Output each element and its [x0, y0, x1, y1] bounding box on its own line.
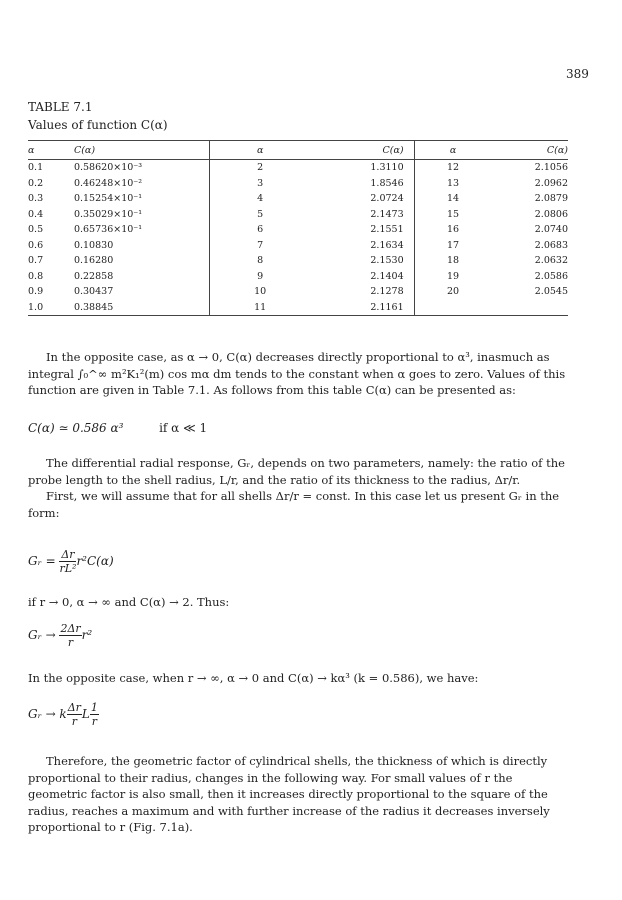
table-cell: 9	[257, 270, 264, 282]
eq4-denominator-1: r	[71, 715, 77, 728]
table-cell: 19	[446, 270, 460, 282]
table-cell: 2.0724	[311, 191, 414, 207]
table-cell: 1.3110	[311, 160, 414, 176]
eq2-fraction	[59, 548, 76, 575]
table-cell: 2.0879	[534, 193, 568, 205]
equation-1	[28, 421, 207, 435]
table-cell: 10	[254, 286, 267, 298]
integral-expression: ∫₀^∞ m²K₁²(m) cos mα dm	[77, 366, 232, 381]
table-cell: 1.8546	[311, 176, 414, 192]
table-cell: 6	[257, 224, 264, 236]
paragraph-6	[28, 753, 570, 836]
eq3-rhs: r²	[81, 628, 93, 642]
eq2-denominator: rL²	[59, 562, 77, 575]
table-body	[28, 160, 568, 316]
table-cell: 0.58620×10⁻³	[74, 160, 209, 176]
table-row	[28, 191, 568, 207]
values-table	[28, 140, 568, 316]
p6-text: Therefore, the geometric factor of cylindrical shells, the thickness of which is directly proportional to their radius, changes in the following way. For small values of r the geometric factor is also small, then it increases directly proportional to the square of the radius, reaches a maximum and with further increase of the radius it decreases inversely proportional to r (Fig. 7.1a).	[28, 754, 550, 834]
eq3-fraction	[59, 622, 81, 649]
table-cell: 0.6	[28, 239, 44, 251]
equation-2	[28, 548, 114, 575]
table-cell: 2.0545	[534, 286, 568, 298]
table-cell: 0.38845	[74, 300, 209, 316]
table-cell: 0.5	[28, 224, 44, 236]
equation-4	[28, 701, 99, 728]
table-row	[28, 160, 568, 176]
table-cell: 2.1634	[311, 238, 414, 254]
header-alpha-2: α	[209, 141, 310, 160]
table-cell	[491, 300, 568, 316]
eq3-denominator: r	[67, 636, 74, 649]
table-cell: 2.1530	[311, 253, 414, 269]
p2-text: The differential radial response, Gᵣ, depends on two parameters, namely: the ratio of the probe length to the shell radius, L/r, and the ratio of its thickness to the radius, Δr/r.	[28, 456, 565, 487]
table-row	[28, 176, 568, 192]
table-cell: 0.2	[28, 177, 44, 189]
eq4-mid: L	[81, 707, 90, 721]
p5-text: In the opposite case, when r → ∞, α → 0 and C(α) → kα³ (k = 0.586), we have:	[28, 671, 479, 685]
table-cell: 4	[257, 193, 264, 205]
table-cell: 12	[446, 162, 460, 174]
table-cell: 2.0683	[534, 239, 568, 251]
table-cell: 5	[257, 208, 264, 220]
table-cell: 11	[254, 301, 267, 313]
table-cell: 17	[446, 239, 460, 251]
table-cell: 15	[446, 208, 460, 220]
eq3-numerator: 2Δr	[60, 622, 81, 635]
eq4-numerator-2: 1	[90, 701, 98, 714]
table-cell: 8	[257, 255, 264, 267]
p1-text-b: tends to the constant when α goes to zero. Values of this function are given in Table 7.1. As follows from this table C(α) can be presented as:	[28, 366, 566, 397]
eq2-lhs: Gᵣ =	[28, 554, 56, 568]
table-cell: 0.7	[28, 255, 44, 267]
table-row	[28, 253, 568, 269]
table-row	[28, 300, 568, 316]
eq4-denominator-2: r	[91, 715, 98, 728]
table-cell: 2	[257, 162, 264, 174]
table-cell: 2.0806	[534, 208, 568, 220]
eq4-numerator-1: Δr	[67, 701, 81, 714]
table-cell: 2.1278	[311, 284, 414, 300]
paragraph-5	[28, 670, 570, 687]
table-cell: 1.0	[28, 301, 44, 313]
table-cell: 20	[446, 286, 460, 298]
table-cell: 0.10830	[74, 238, 209, 254]
table-cell: 0.65736×10⁻¹	[74, 222, 209, 238]
table-cell: 13	[446, 177, 460, 189]
p3-text: First, we will assume that for all shells Δr/r = const. In this case let us present Gᵣ in the form:	[28, 489, 560, 520]
table-cell: 2.1404	[311, 269, 414, 285]
table-cell	[414, 300, 491, 316]
table-cell: 2.1551	[311, 222, 414, 238]
table-caption: Values of function C(α)	[28, 118, 168, 132]
eq2-rhs: r²C(α)	[76, 554, 114, 568]
table-cell: 0.15254×10⁻¹	[74, 191, 209, 207]
table-cell: 2.0586	[534, 270, 568, 282]
table-cell: 0.16280	[74, 253, 209, 269]
table-cell: 0.30437	[74, 284, 209, 300]
table-cell: 0.46248×10⁻²	[74, 176, 209, 192]
table-cell: 0.4	[28, 208, 44, 220]
table-cell: 2.0740	[534, 224, 568, 236]
header-c-2: C(α)	[311, 141, 414, 160]
p1-text-a: In the opposite case, as α → 0, C(α) decreases directly proportional to α³, inasmuch as integral	[28, 350, 550, 381]
table-cell: 2.1473	[311, 207, 414, 223]
table-cell: 0.35029×10⁻¹	[74, 207, 209, 223]
header-c-1: C(α)	[74, 141, 209, 160]
table-label: TABLE 7.1	[28, 100, 93, 114]
eq4-lhs: Gᵣ → k	[28, 707, 67, 721]
page-number: 389	[566, 67, 589, 81]
table-cell: 0.9	[28, 286, 44, 298]
table-cell: 2.0962	[534, 177, 568, 189]
table-row	[28, 238, 568, 254]
equation-3	[28, 622, 92, 649]
table-cell: 2.1161	[311, 300, 414, 316]
paragraph-1	[28, 349, 570, 399]
paragraph-2	[28, 455, 570, 521]
eq2-numerator: Δr	[61, 548, 75, 561]
eq3-lhs: Gᵣ →	[28, 628, 56, 642]
paragraph-4	[28, 594, 570, 611]
header-alpha-3: α	[414, 141, 491, 160]
table-cell: 3	[257, 177, 264, 189]
table-cell: 18	[446, 255, 460, 267]
eq4-fraction-1	[67, 701, 82, 728]
table-cell: 2.0632	[534, 255, 568, 267]
eq4-fraction-2	[90, 701, 99, 728]
table-cell: 0.22858	[74, 269, 209, 285]
table-row	[28, 284, 568, 300]
table-cell: 14	[446, 193, 460, 205]
table-caption-block	[28, 98, 168, 134]
eq1-lhs: C(α) ≃ 0.586 α³	[28, 421, 124, 435]
table-cell: 16	[446, 224, 460, 236]
table-header-row	[28, 141, 568, 160]
eq1-condition: if α ≪ 1	[159, 421, 208, 435]
table-cell: 0.1	[28, 162, 44, 174]
header-c-3: C(α)	[491, 141, 568, 160]
table-row	[28, 269, 568, 285]
table-cell: 0.8	[28, 270, 44, 282]
table-row	[28, 222, 568, 238]
table-cell: 0.3	[28, 193, 44, 205]
header-alpha-1: α	[28, 141, 74, 160]
p4-text: if r → 0, α → ∞ and C(α) → 2. Thus:	[28, 595, 230, 609]
table-row	[28, 207, 568, 223]
table-cell: 7	[257, 239, 264, 251]
table-cell: 2.1056	[534, 162, 568, 174]
